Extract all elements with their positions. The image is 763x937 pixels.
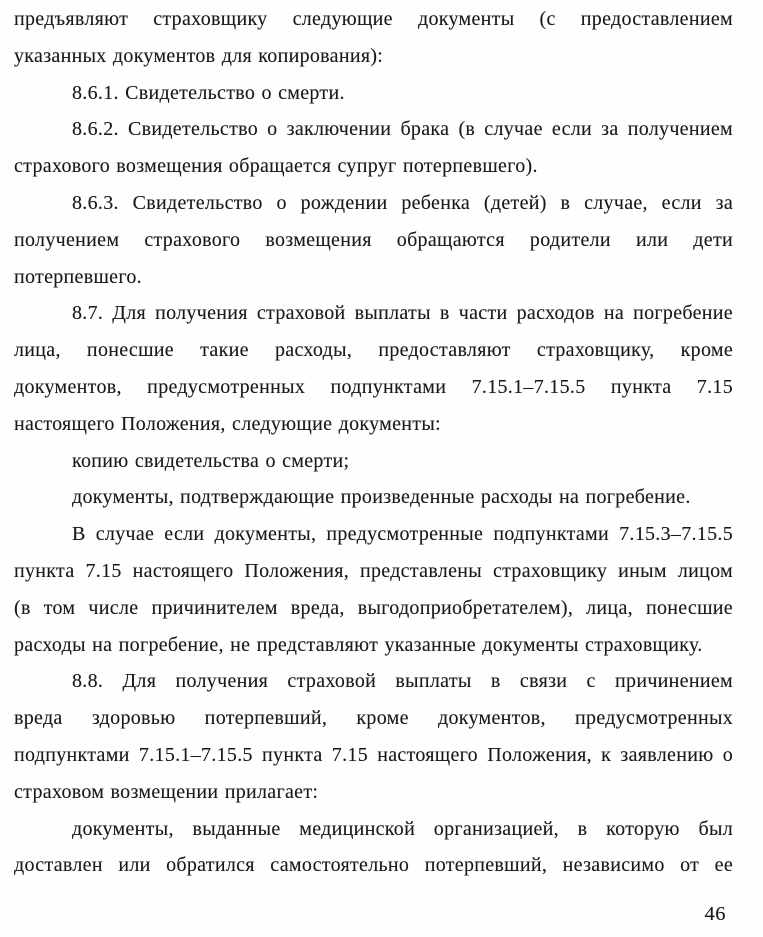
text-line: (в том числе причинителем вреда, выгодоприобретателем), лица, понесшие [14,596,733,619]
paragraph [14,185,733,295]
text-line: указанных документов для копирования): [14,44,384,67]
page-number: 46 [704,903,726,925]
text-line: документов, предусмотренных подпунктами 7.15.1–7.15.5 пункта 7.15 [14,375,733,398]
text-line: предъявляют страховщику следующие документы (с предоставлением [14,8,733,30]
text-line: вреда здоровью потерпевший, кроме документов, предусмотренных [14,707,733,730]
text-line: потерпевшего. [14,265,142,288]
text-line: 8.6.3. Свидетельство о рождении ребенка (детей) в случае, если за [72,191,733,214]
text-line: получением страхового возмещения обращаются родители или дети [14,228,733,251]
text-line: пункта 7.15 настоящего Положения, представлены страховщику иным лицом [14,559,733,582]
text-line: настоящего Положения, следующие документы: [14,412,441,435]
text-line: 8.8. Для получения страховой выплаты в связи с причинением [72,670,733,693]
paragraph [14,663,733,810]
text-line: 8.7. Для получения страховой выплаты в части расходов на погребение [72,302,733,325]
paragraph [14,111,733,185]
text-line: страхового возмещения обращается супруг потерпевшего). [14,155,538,178]
paragraph [14,1,733,75]
text-line: страховом возмещении прилагает: [14,780,319,803]
text-line: лица, понесшие такие расходы, предоставляют страховщику, кроме [14,339,733,362]
text-line: документы, выданные медицинской организацией, в которую был [72,817,733,840]
text-line: копию свидетельства о смерти; [72,449,350,472]
paragraph [14,443,733,480]
text-line: подпунктами 7.15.1–7.15.5 пункта 7.15 настоящего Положения, к заявлению о [14,743,733,766]
text-line: 8.6.2. Свидетельство о заключении брака (в случае если за получением [72,118,733,141]
text-line: документы, подтверждающие произведенные расходы на погребение. [72,486,691,509]
paragraph [14,811,733,885]
paragraph [14,516,733,663]
text-line: доставлен или обратился самостоятельно потерпевший, независимо от ее [14,854,733,877]
text-column [14,1,733,884]
text-line: расходы на погребение, не представляют указанные документы страховщику. [14,633,703,656]
paragraph [14,479,733,516]
paragraph [14,295,733,442]
text-line: 8.6.1. Свидетельство о смерти. [72,81,345,104]
text-line: В случае если документы, предусмотренные подпунктами 7.15.3–7.15.5 [72,523,733,546]
paragraph [14,75,733,112]
